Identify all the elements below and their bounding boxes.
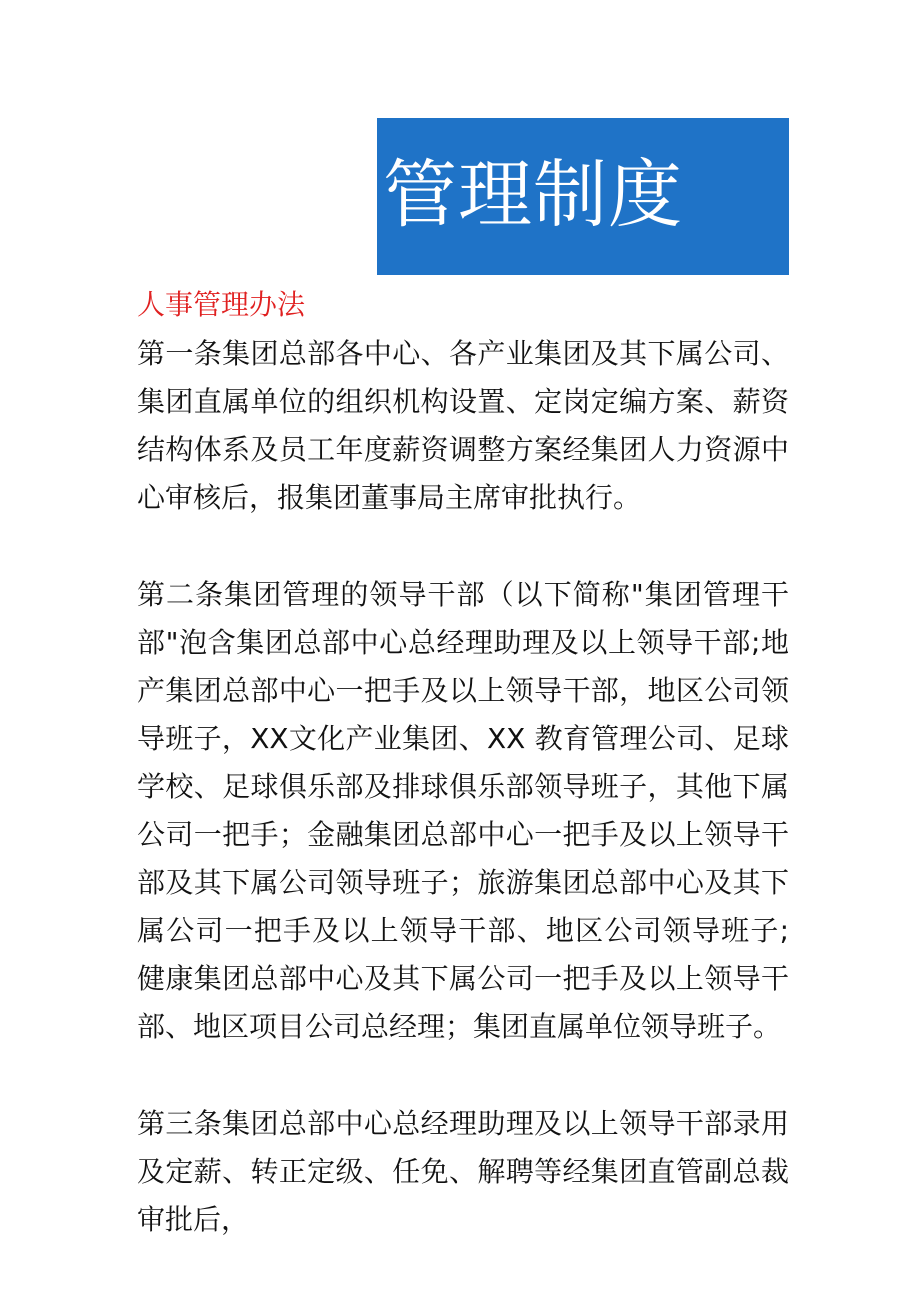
title-banner	[377, 118, 789, 275]
document-title: 管理制度	[383, 152, 683, 238]
article-2: 第二条集团管理的领导干部（以下简称"集团管理干部"泡含集团总部中心总经理助理及以上领导干部;地产集团总部中心一把手及以上领导干部，地区公司领导班子，XX文化产业集团、XX 教育管理公司、足球学校、足球俱乐部及排球俱乐部领导班子，其他下属公司一把手；金融集团总部中心一把手及以上领导干部及其下属公司领导班子；旅游集团总部中心及其下属公司一把手及以上领导干部、地区公司领导班子;健康集团总部中心及其下属公司一把手及以上领导干部、地区项目公司总经理；集团直属单位领导班子。	[137, 578, 789, 1043]
article-1: 第一条集团总部各中心、各产业集团及其下属公司、集团直属单位的组织机构设置、定岗定编方案、薪资结构体系及员工年度薪资调整方案经集团人力资源中心审核后，报集团董事局主席审批执行。	[137, 337, 789, 514]
document-body	[137, 280, 789, 1244]
paragraph-spacer	[137, 1051, 789, 1100]
section-heading: 人事管理办法	[137, 288, 306, 321]
article-3: 第三条集团总部中心总经理助理及以上领导干部录用及定薪、转正定级、任免、解聘等经集团直管副总裁审批后，	[137, 1107, 789, 1236]
paragraph-spacer	[137, 522, 789, 571]
